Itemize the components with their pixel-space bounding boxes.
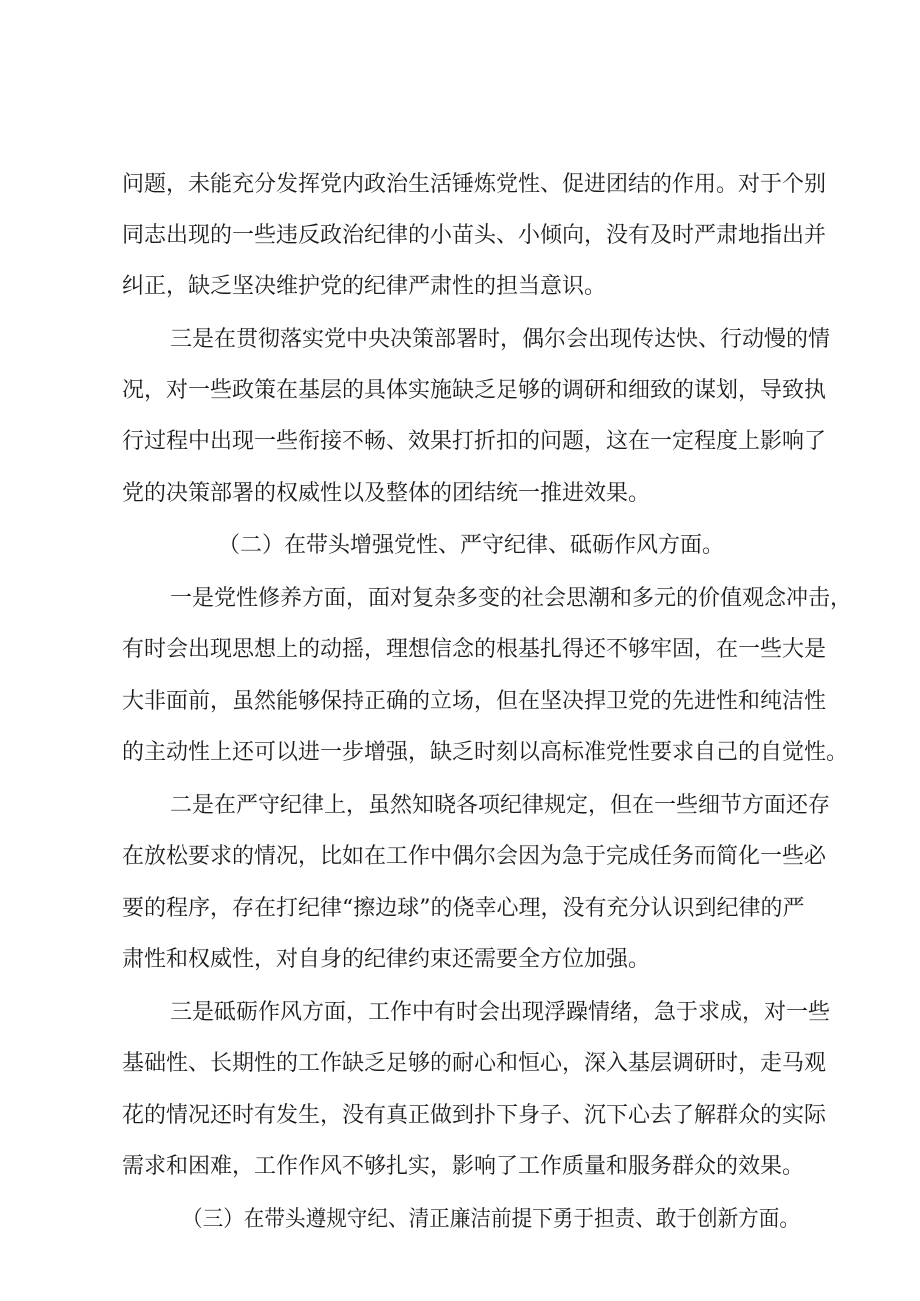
text-line: 要的程序，存在打纪律“擦边球”的侥幸心理，没有充分认识到纪律的严 [122,896,805,921]
text-line: 大非面前，虽然能够保持正确的立场，但在坚决捍卫党的先进性和纯洁性 [122,689,827,714]
text-line: 二是在严守纪律上，虽然知晓各项纪律规定，但在一些细节方面还存 [170,793,831,818]
text-line: 行过程中出现一些衔接不畅、效果打折扣的问题，这在一定程度上影响了 [122,429,827,454]
text-line: 问题，未能充分发挥党内政治生活锤炼党性、促进团结的作用。对于个别 [122,172,827,197]
heading-text: （二）在带头增强党性、严守纪律、砥砺作风方面。 [218,533,725,558]
text-line: 况，对一些政策在基层的具体实施缺乏足够的调研和细致的谋划，导致执 [122,378,827,403]
text-line: 基础性、长期性的工作缺乏足够的耐心和恒心，深入基层调研时，走马观 [122,1051,827,1076]
text-line: 花的情况还时有发生，没有真正做到扑下身子、沉下心去了解群众的实际 [122,1103,827,1128]
text-line: 的主动性上还可以进一步增强，缺乏时刻以高标准党性要求自己的自觉性。 [122,740,849,765]
text-line: 纠正，缺乏坚决维护党的纪律严肃性的担当意识。 [122,274,607,299]
text-line: 三是在贯彻落实党中央决策部署时，偶尔会出现传达快、行动慢的情 [170,327,831,352]
text-line: 同志出现的一些违反政治纪律的小苗头、小倾向，没有及时严肃地指出并 [122,223,827,248]
text-line: 三是砥砺作风方面，工作中有时会出现浮躁情绪，急于求成，对一些 [170,1000,831,1025]
text-line: 肃性和权威性，对自身的纪律约束还需要全方位加强。 [122,947,651,972]
text-line: 在放松要求的情况，比如在工作中偶尔会因为急于完成任务而简化一些必 [122,844,827,869]
heading-text: （三）在带头遵规守纪、清正廉洁前提下勇于担责、敢于创新方面。 [182,1207,800,1232]
text-line: 需求和困难，工作作风不够扎实，影响了工作质量和服务群众的效果。 [122,1154,805,1179]
text-line: 党的决策部署的权威性以及整体的团结统一推进效果。 [122,481,651,506]
text-line: 一是党性修养方面，面对复杂多变的社会思潮和多元的价值观念冲击， [170,586,853,611]
text-line: 有时会出现思想上的动摇，理想信念的根基扎得还不够牢固，在一些大是 [122,637,827,662]
